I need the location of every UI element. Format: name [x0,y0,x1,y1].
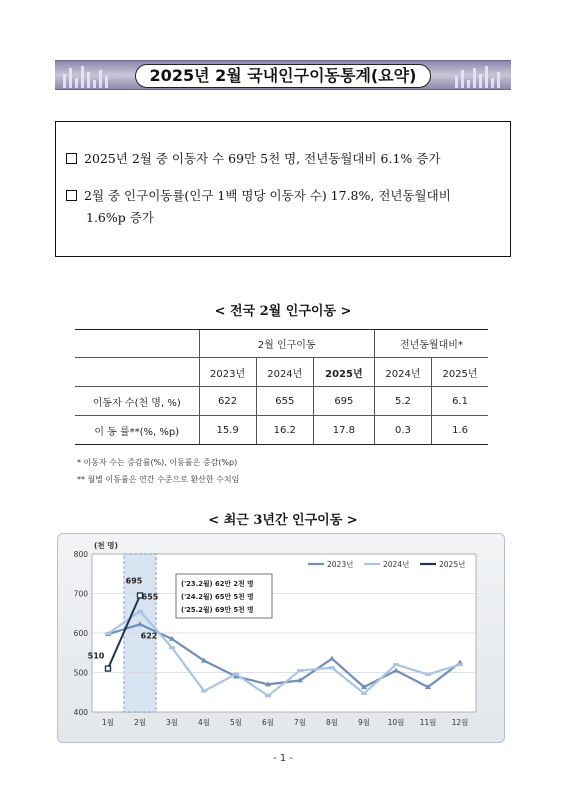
table-cell: 655 [256,387,313,416]
group-header: 전년동월대비* [374,330,488,358]
year-header: 2025년 [432,358,488,387]
data-label: 510 [87,651,105,661]
y-axis-unit: (천 명) [94,541,118,550]
page-title: 2025년 2월 국내인구이동통계(요약) [135,64,431,88]
line-chart [58,534,506,744]
table-cell: 15.9 [199,416,256,445]
table-cell: 0.3 [374,416,431,445]
table-note: * 이동자 수는 증감률(%), 이동률은 증감(%p) [77,458,238,467]
y-tick-label: 400 [73,708,88,717]
data-point [106,666,111,671]
y-tick-label: 600 [73,629,88,638]
data-point [169,646,175,649]
x-tick-label: 5월 [229,718,243,727]
group-header: 2월 인구이동 [199,330,374,358]
y-tick-label: 700 [73,589,88,599]
table-cell: 17.8 [313,416,374,445]
annotation-line: ('23.2월) 62만 2천 명 [181,580,254,588]
table-title: < 전국 2월 인구이동 > [214,304,352,319]
table-note: ** 월별 이동률은 연간 수준으로 환산한 수치임 [77,475,240,484]
data-point [201,690,207,693]
decorative-bars-left [61,64,121,88]
x-tick-label: 9월 [357,718,371,727]
chart-frame [57,533,505,743]
table-cell: 16.2 [256,416,313,445]
y-tick-label: 500 [73,668,88,678]
row-label: 이동자 수(천 명, %) [75,387,199,416]
data-point [361,692,367,695]
data-point [457,663,463,666]
table-cell: 5.2 [374,387,431,416]
annotation-line: ('25.2월) 69만 5천 명 [181,606,254,614]
checkbox-icon [66,153,77,164]
table-cell: 1.6 [432,416,488,445]
data-label: 695 [125,576,143,586]
table-corner [75,358,199,387]
table-corner [75,330,199,358]
decorative-bars-right [445,64,505,88]
x-tick-label: 8월 [325,718,339,727]
data-label: 622 [140,631,158,641]
table-cell: 6.1 [432,387,488,416]
checkbox-icon [66,190,77,201]
x-tick-label: 6월 [261,718,275,727]
x-tick-label: 4월 [197,718,211,727]
x-tick-label: 11월 [419,718,437,727]
year-header: 2024년 [256,358,313,387]
data-point [233,673,239,676]
row-label: 이 동 률**(%, %p) [75,416,199,445]
x-tick-label: 1월 [101,718,115,727]
table-cell: 695 [313,387,374,416]
year-header: 2024년 [374,358,431,387]
x-tick-label: 7월 [293,718,307,727]
summary-item: 2월 중 인구이동률(인구 1백 명당 이동자 수) 17.8%, 전년동월대비 1.6%p 증가 [66,185,506,229]
y-tick-label: 800 [73,550,88,559]
data-label: 655 [141,592,159,602]
year-header: 2023년 [199,358,256,387]
data-point [425,673,431,676]
data-point [265,694,271,697]
x-tick-label: 2월 [133,718,147,727]
table-cell: 622 [199,387,256,416]
data-point [137,610,143,613]
title-banner [55,60,511,90]
summary-item: 2025년 2월 중 이동자 수 69만 5천 명, 전년동월대비 6.1% 증가 [66,148,440,170]
x-tick-label: 12월 [451,718,469,727]
migration-table [75,329,488,445]
annotation-line: ('24.2월) 65만 5천 명 [181,593,254,601]
legend-label: 2024년 [383,560,410,569]
page-number: - 1 - [273,753,293,764]
data-point [393,663,399,666]
year-header: 2025년 [313,358,374,387]
legend-label: 2023년 [327,560,354,569]
chart-title: < 최근 3년간 인구이동 > [208,513,358,528]
summary-box [55,121,511,257]
data-point [105,632,111,635]
x-tick-label: 3월 [165,718,179,727]
x-tick-label: 10월 [387,718,405,727]
legend-label: 2025년 [439,560,466,569]
data-point [297,669,303,672]
data-point [329,666,335,669]
